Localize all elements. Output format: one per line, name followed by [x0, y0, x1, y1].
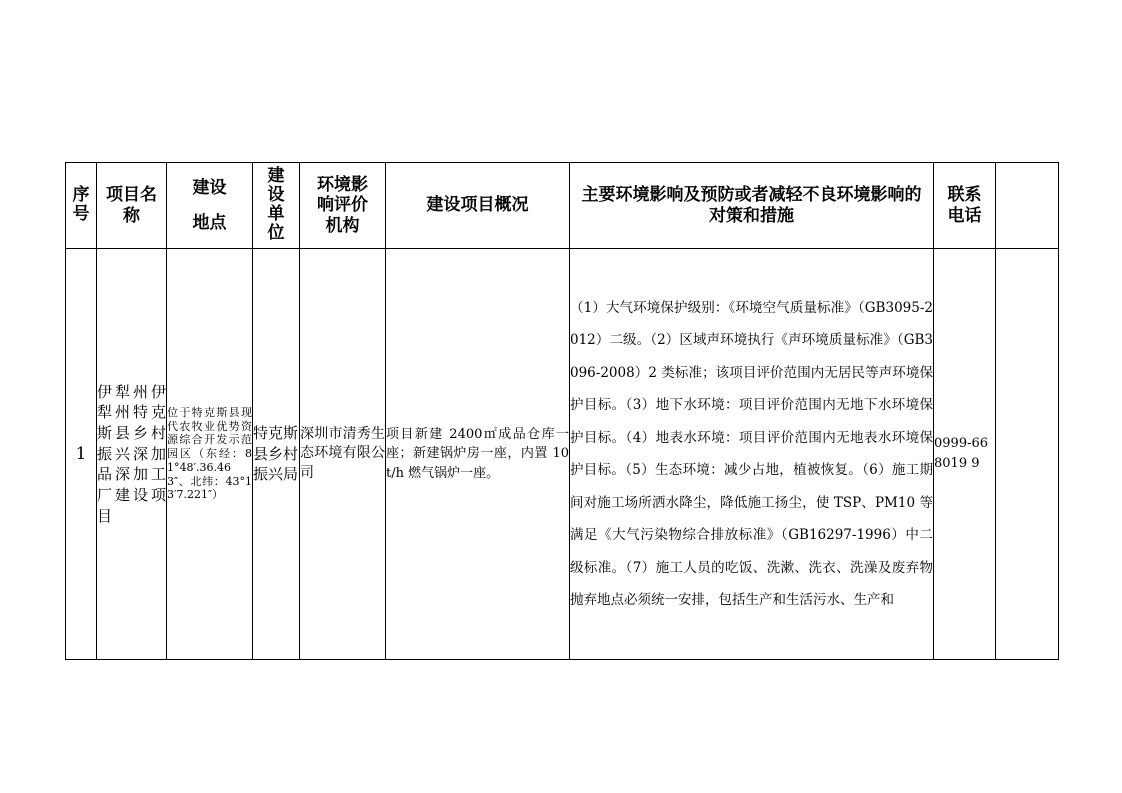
table-row [66, 249, 1059, 660]
header-location-line1: 建设 [192, 178, 227, 199]
row-project-name: 伊犁州伊犁州特克斯县乡村振兴深加品深加工厂建设项目 [97, 249, 167, 660]
header-row [66, 163, 1059, 249]
eia-table [65, 162, 1059, 660]
header-extra [996, 163, 1059, 249]
header-measures: 主要环境影响及预防或者减轻不良环境影响的对策和措施 [570, 163, 934, 249]
row-agency: 深圳市清秀生态环境有限公司 [300, 249, 386, 660]
row-unit: 特克斯县乡村振兴局 [253, 249, 300, 660]
row-extra [996, 249, 1059, 660]
header-name: 项目名称 [97, 163, 167, 249]
header-agency: 环境影响评价机构 [300, 163, 386, 249]
row-measures: （1）大气环境保护级别：《环境空气质量标准》（GB3095-2012）二级。（2）区域声环境执行《声环境质量标准》（GB3096-2008）2 类标准；该项目评价范围内无居民等声环境保护目标。（3）地下水环境：项目评价范围内无地下水环境保护目标。（4）地表水环境：项目评价范围内无地表水环境保护目标。（5）生态环境：减少占地，植被恢复。（6）施工期间对施工场所洒水降尘，降低施工扬尘，使 TSP、PM10 等满足《大气污染物综合排放标准》（GB16297-1996）中二级标准。（7）施工人员的吃饭、洗漱、洗衣、洗澡及废弃物抛弃地点必须统一安排，包括生产和生活污水、生产和 [570, 249, 934, 660]
row-phone: 0999-668019 9 [934, 249, 996, 660]
row-seq: 1 [66, 249, 97, 660]
header-unit: 建设单位 [253, 163, 300, 249]
header-location [167, 163, 253, 249]
header-overview: 建设项目概况 [386, 163, 570, 249]
header-phone: 联系电话 [934, 163, 996, 249]
row-overview: 项目新建 2400㎡成品仓库一座；新建锅炉房一座，内置 10t/h 燃气锅炉一座。 [386, 249, 570, 660]
header-location-line2: 地点 [192, 212, 227, 233]
header-seq: 序号 [66, 163, 97, 249]
row-location: 位于特克斯县现代农牧业优势资源综合开发示范园区（东经：81°48′.36.463″、北纬：43°13′7.221″） [167, 249, 253, 660]
